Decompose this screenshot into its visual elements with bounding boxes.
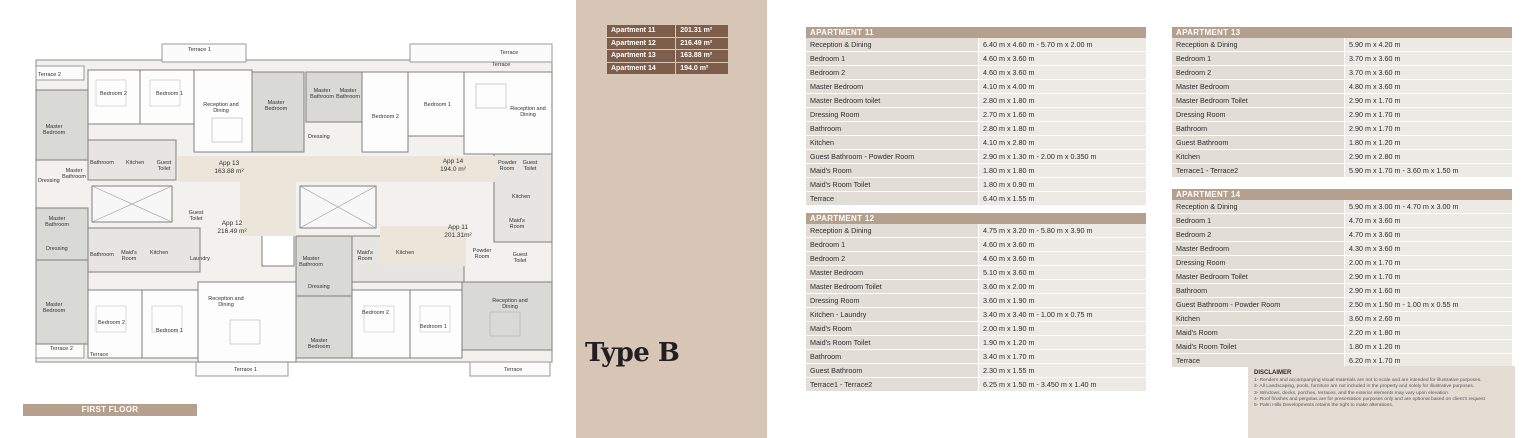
- apartment-area: 216.49 m²: [676, 37, 729, 50]
- room-label: Terrace 2: [38, 72, 61, 78]
- table-row: [806, 294, 1146, 308]
- room-name: Kitchen: [1172, 150, 1344, 163]
- table-row: [1172, 94, 1512, 108]
- table-row: [1172, 326, 1512, 340]
- room-dimensions: 4.10 m x 4.00 m: [979, 80, 1146, 93]
- apartment-name: Apartment 12: [607, 37, 676, 50]
- room-name: Guest Bathroom - Powder Room: [1172, 298, 1344, 311]
- apartment-tag-name: App 12: [221, 220, 243, 227]
- room-name: Terrace: [1172, 354, 1344, 367]
- apartment-14-table: [1172, 189, 1512, 368]
- table-row: [806, 364, 1146, 378]
- room-label: Master Bathroom: [45, 216, 69, 228]
- apartment-name: Apartment 13: [607, 50, 676, 63]
- room-dimensions: 2.90 m x 1.30 m - 2.00 m x 0.350 m: [979, 150, 1146, 163]
- apartment-tag-name: App 11: [447, 224, 469, 231]
- room-label: Dressing: [38, 178, 60, 184]
- summary-panel: [576, 0, 767, 438]
- room-label: Powder Room: [472, 248, 492, 260]
- room-name: Master Bedroom: [1172, 242, 1344, 255]
- room-name: Terrace: [806, 192, 978, 205]
- table-row: [806, 224, 1146, 238]
- room-name: Bedroom 2: [1172, 228, 1344, 241]
- room-dimensions: 2.80 m x 1.80 m: [979, 122, 1146, 135]
- room-name: Bedroom 1: [806, 238, 978, 251]
- table-row: [806, 94, 1146, 108]
- table-row: [607, 50, 729, 63]
- apartment-rows: [1172, 38, 1512, 178]
- room-label: Bedroom 1: [156, 91, 183, 97]
- room-dimensions: 4.60 m x 3.60 m: [979, 252, 1146, 265]
- table-row: [806, 108, 1146, 122]
- table-row: [806, 280, 1146, 294]
- room-name: Bedroom 2: [1172, 66, 1344, 79]
- room-label: Master Bedroom: [42, 124, 66, 136]
- room-label: Maid's Room: [509, 218, 525, 230]
- room-label: Laundry: [190, 256, 210, 262]
- table-row: [806, 66, 1146, 80]
- room-dimensions: 2.80 m x 1.80 m: [979, 94, 1146, 107]
- room-label: Bedroom 2: [362, 310, 389, 316]
- room-dimensions: 3.40 m x 1.70 m: [979, 350, 1146, 363]
- apartment-area: 194.0 m²: [676, 62, 729, 75]
- room-dimensions: 5.90 m x 1.70 m - 3.60 m x 1.50 m: [1345, 164, 1512, 177]
- apartment-tag-name: App 13: [218, 160, 240, 167]
- table-row: [806, 38, 1146, 52]
- room-dimensions: 3.70 m x 3.60 m: [1345, 52, 1512, 65]
- apartment-11-table: [806, 27, 1146, 206]
- room-label: Terrace: [90, 352, 109, 358]
- room-dimensions: 2.90 m x 1.70 m: [1345, 108, 1512, 121]
- table-row: [1172, 340, 1512, 354]
- apartment-12-table: [806, 213, 1146, 392]
- disclaimer-line: 1- Renders and accompanying visual materials are not to scale and are intended for illustrative purposes.: [1254, 378, 1482, 383]
- room-label: Reception and Dining: [492, 298, 528, 310]
- room-label: Kitchen: [126, 160, 145, 166]
- room-name: Dressing Room: [1172, 256, 1344, 269]
- disclaimer-line: 4- Roof finishes and pergolas are for presentation purposes only and are optional based on client's request: [1254, 396, 1485, 402]
- apartment-area: 201.31 m²: [676, 25, 729, 38]
- table-row: [806, 322, 1146, 336]
- room-label: Master Bedroom: [307, 338, 331, 350]
- room-name: Dressing Room: [806, 294, 978, 307]
- area-summary-table: [606, 24, 729, 75]
- room-name: Maid's Room Toilet: [806, 178, 978, 191]
- room-label: Maid's Room: [357, 250, 373, 262]
- apartment-title: APARTMENT 14: [1172, 189, 1512, 200]
- table-row: [806, 52, 1146, 66]
- room-dimensions: 3.60 m x 1.90 m: [979, 294, 1146, 307]
- apartment-title: APARTMENT 13: [1172, 27, 1512, 38]
- table-row: [1172, 136, 1512, 150]
- table-row: [607, 37, 729, 50]
- table-row: [1172, 66, 1512, 80]
- room-dimensions: 5.10 m x 3.60 m: [979, 266, 1146, 279]
- room-name: Bedroom 1: [1172, 214, 1344, 227]
- room-dimensions: 4.80 m x 3.60 m: [1345, 80, 1512, 93]
- table-row: [607, 62, 729, 75]
- disclaimer-title: DISCLAIMER: [1254, 370, 1292, 376]
- table-row: [806, 192, 1146, 206]
- table-row: [806, 350, 1146, 364]
- disclaimer-line: 3- Windows, decks, porches, terraces, and the exterior elements may vary upon elevation.: [1254, 390, 1450, 396]
- room-name: Master Bedroom: [1172, 80, 1344, 93]
- room-name: Kitchen: [806, 136, 978, 149]
- room-dimensions: 2.30 m x 1.55 m: [979, 364, 1146, 377]
- table-row: [1172, 214, 1512, 228]
- room-name: Master Bedroom Toilet: [1172, 94, 1344, 107]
- room-label: Reception and Dining: [510, 106, 546, 118]
- floor-plan: [0, 0, 576, 438]
- apartment-tag: [204, 160, 254, 176]
- room-dimensions: 3.60 m x 2.00 m: [979, 280, 1146, 293]
- room-dimensions: 4.60 m x 3.60 m: [979, 66, 1146, 79]
- room-name: Reception & Dining: [806, 224, 978, 237]
- room-dimensions: 5.90 m x 3.00 m - 4.70 m x 3.00 m: [1345, 200, 1512, 213]
- room-label: Bathroom: [90, 252, 114, 258]
- room-dimensions: 2.50 m x 1.50 m - 1.00 m x 0.55 m: [1345, 298, 1512, 311]
- apartment-rows: [1172, 200, 1512, 368]
- room-label: Bathroom: [90, 160, 114, 166]
- room-name: Bedroom 1: [1172, 52, 1344, 65]
- room-name: Master Bedroom Toilet: [1172, 270, 1344, 283]
- room-label: Master Bathroom: [62, 168, 86, 180]
- room-dimensions: 1.80 m x 1.80 m: [979, 164, 1146, 177]
- apartment-tag: [436, 224, 480, 240]
- room-dimensions: 6.40 m x 4.60 m - 5.70 m x 2.00 m: [979, 38, 1146, 51]
- apartment-tag: [208, 220, 256, 236]
- room-label: Terrace: [504, 367, 523, 373]
- floor-plan-drawing: [0, 0, 576, 438]
- room-name: Maid's Room: [806, 164, 978, 177]
- room-name: Maid's Room: [806, 322, 978, 335]
- room-dimensions: 1.90 m x 1.20 m: [979, 336, 1146, 349]
- room-name: Bedroom 1: [806, 52, 978, 65]
- apartment-title: APARTMENT 12: [806, 213, 1146, 224]
- room-name: Kitchen: [1172, 312, 1344, 325]
- apartment-rows: [806, 224, 1146, 392]
- table-row: [1172, 312, 1512, 326]
- room-label: Kitchen: [396, 250, 415, 256]
- apartment-tag-area: 194.0 m²: [440, 166, 466, 173]
- room-label: Master Bathroom: [336, 88, 360, 100]
- room-dimensions: 4.30 m x 3.60 m: [1345, 242, 1512, 255]
- room-label: Kitchen: [150, 250, 169, 256]
- room-name: Bedroom 2: [806, 252, 978, 265]
- room-name: Kitchen - Laundry: [806, 308, 978, 321]
- room-dimensions: 4.10 m x 2.80 m: [979, 136, 1146, 149]
- table-row: [806, 336, 1146, 350]
- room-label: Master Bedroom: [264, 100, 288, 112]
- room-dimensions: 6.40 m x 1.55 m: [979, 192, 1146, 205]
- room-dimensions: 4.70 m x 3.60 m: [1345, 214, 1512, 227]
- room-dimensions: 3.60 m x 2.60 m: [1345, 312, 1512, 325]
- room-label: Reception and Dining: [203, 102, 239, 114]
- disclaimer: [1248, 366, 1515, 438]
- apartment-name: Apartment 14: [607, 62, 676, 75]
- apartment-title: APARTMENT 11: [806, 27, 1146, 38]
- room-label: Reception and Dining: [208, 296, 244, 308]
- table-row: [806, 122, 1146, 136]
- room-dimensions: 2.00 m x 1.70 m: [1345, 256, 1512, 269]
- apartment-tag-area: 201.31m²: [444, 232, 472, 239]
- room-name: Dressing Room: [1172, 108, 1344, 121]
- room-dimensions: 1.80 m x 1.20 m: [1345, 136, 1512, 149]
- table-row: [1172, 270, 1512, 284]
- room-name: Maid's Room: [1172, 326, 1344, 339]
- apartment-13-table: [1172, 27, 1512, 178]
- table-row: [1172, 256, 1512, 270]
- room-name: Master Bedroom toilet: [806, 94, 978, 107]
- table-row: [607, 25, 729, 38]
- room-label: Dressing: [46, 246, 68, 252]
- room-dimensions: 2.70 m x 1.60 m: [979, 108, 1146, 121]
- table-row: [1172, 52, 1512, 66]
- room-label: Bedroom 1: [156, 328, 183, 334]
- room-dimensions: 2.90 m x 1.70 m: [1345, 94, 1512, 107]
- room-name: Bathroom: [806, 122, 978, 135]
- table-row: [1172, 164, 1512, 178]
- room-name: Master Bedroom Toilet: [806, 280, 978, 293]
- room-label: Terrace 1: [188, 47, 211, 53]
- room-dimensions: 1.80 m x 0.90 m: [979, 178, 1146, 191]
- room-label: Guest Toilet: [188, 210, 204, 222]
- room-name: Reception & Dining: [806, 38, 978, 51]
- table-row: [806, 266, 1146, 280]
- room-dimensions: 2.00 m x 1.90 m: [979, 322, 1146, 335]
- room-label: Master Bedroom: [42, 302, 66, 314]
- room-label: Bedroom 1: [420, 324, 447, 330]
- room-label: Kitchen: [512, 194, 531, 200]
- table-row: [1172, 284, 1512, 298]
- room-name: Bathroom: [1172, 284, 1344, 297]
- room-label: Powder Room: [498, 160, 517, 172]
- room-name: Master Bedroom: [806, 266, 978, 279]
- room-label: Bedroom 2: [372, 114, 399, 120]
- table-row: [806, 80, 1146, 94]
- room-name: Bedroom 2: [806, 66, 978, 79]
- room-label: Bedroom 2: [98, 320, 125, 326]
- table-row: [806, 164, 1146, 178]
- table-row: [1172, 108, 1512, 122]
- room-label: Terrace 2: [50, 346, 73, 352]
- room-dimensions: 2.90 m x 1.70 m: [1345, 270, 1512, 283]
- apartment-tag-name: App 14: [442, 158, 464, 165]
- room-name: Bathroom: [806, 350, 978, 363]
- room-name: Reception & Dining: [1172, 38, 1344, 51]
- room-label: Master Bathroom: [310, 88, 334, 100]
- room-dimensions: 4.60 m x 3.60 m: [979, 238, 1146, 251]
- room-dimensions: 4.75 m x 3.20 m - 5.80 m x 3.90 m: [979, 224, 1146, 237]
- table-row: [1172, 38, 1512, 52]
- room-dimensions: 4.70 m x 3.60 m: [1345, 228, 1512, 241]
- table-row: [806, 150, 1146, 164]
- room-dimensions: 3.70 m x 3.60 m: [1345, 66, 1512, 79]
- room-label: Terrace 1: [234, 367, 257, 373]
- room-label: Terrace: [500, 50, 519, 56]
- table-row: [1172, 242, 1512, 256]
- room-label: Master Bathroom: [299, 256, 323, 268]
- room-dimensions: 6.25 m x 1.50 m - 3.450 m x 1.40 m: [979, 378, 1146, 391]
- room-name: Terrace1 - Terrace2: [1172, 164, 1344, 177]
- room-name: Master Bedroom: [806, 80, 978, 93]
- apartment-tag-area: 216.49 m²: [217, 228, 247, 235]
- table-row: [806, 252, 1146, 266]
- floor-label: FIRST FLOOR: [23, 404, 197, 416]
- room-dimensions: 6.20 m x 1.70 m: [1345, 354, 1512, 367]
- apartment-rows: [806, 38, 1146, 206]
- room-label: Terrace: [492, 62, 511, 68]
- disclaimer-line: 2- All Landscaping, pools, furniture are not included in the property and solely for illustrative purposes.: [1254, 384, 1475, 390]
- room-label: Bedroom 2: [100, 91, 127, 97]
- room-label: Guest Toilet: [522, 160, 538, 172]
- room-name: Bathroom: [1172, 122, 1344, 135]
- table-row: [1172, 80, 1512, 94]
- disclaimer-line: 5- Palm Hills Developments retains the right to make alterations.: [1254, 403, 1394, 409]
- table-row: [806, 378, 1146, 392]
- table-row: [806, 178, 1146, 192]
- room-dimensions: 5.90 m x 4.20 m: [1345, 38, 1512, 51]
- room-name: Maid's Room Toilet: [1172, 340, 1344, 353]
- room-name: Maid's Room Toilet: [806, 336, 978, 349]
- table-row: [1172, 228, 1512, 242]
- table-row: [806, 238, 1146, 252]
- table-row: [1172, 150, 1512, 164]
- room-label: Dressing: [308, 284, 330, 290]
- room-dimensions: 2.90 m x 2.80 m: [1345, 150, 1512, 163]
- table-row: [806, 136, 1146, 150]
- room-dimensions: 2.20 m x 1.80 m: [1345, 326, 1512, 339]
- room-name: Dressing Room: [806, 108, 978, 121]
- room-name: Guest Bathroom: [806, 364, 978, 377]
- room-dimensions: 2.90 m x 1.60 m: [1345, 284, 1512, 297]
- apartment-tag-area: 163.88 m²: [214, 168, 244, 175]
- table-row: [1172, 298, 1512, 312]
- apartment-name: Apartment 11: [607, 25, 676, 38]
- room-dimensions: 1.80 m x 1.20 m: [1345, 340, 1512, 353]
- room-name: Terrace1 - Terrace2: [806, 378, 978, 391]
- room-label: Maid's Room: [121, 250, 137, 262]
- room-label: Bedroom 1: [424, 102, 451, 108]
- table-row: [1172, 200, 1512, 214]
- room-label: Guest Toilet: [512, 252, 528, 264]
- room-dimensions: 2.90 m x 1.70 m: [1345, 122, 1512, 135]
- apartment-tag: [430, 158, 476, 174]
- room-name: Guest Bathroom - Powder Room: [806, 150, 978, 163]
- room-name: Reception & Dining: [1172, 200, 1344, 213]
- apartment-area: 163.88 m²: [676, 50, 729, 63]
- room-label: Dressing: [308, 134, 330, 140]
- room-dimensions: 4.60 m x 3.60 m: [979, 52, 1146, 65]
- table-row: [806, 308, 1146, 322]
- room-name: Guest Bathroom: [1172, 136, 1344, 149]
- type-title: Type B: [585, 338, 680, 368]
- room-label: Guest Toilet: [156, 160, 172, 172]
- table-row: [1172, 122, 1512, 136]
- room-dimensions: 3.40 m x 3.40 m - 1.00 m x 0.75 m: [979, 308, 1146, 321]
